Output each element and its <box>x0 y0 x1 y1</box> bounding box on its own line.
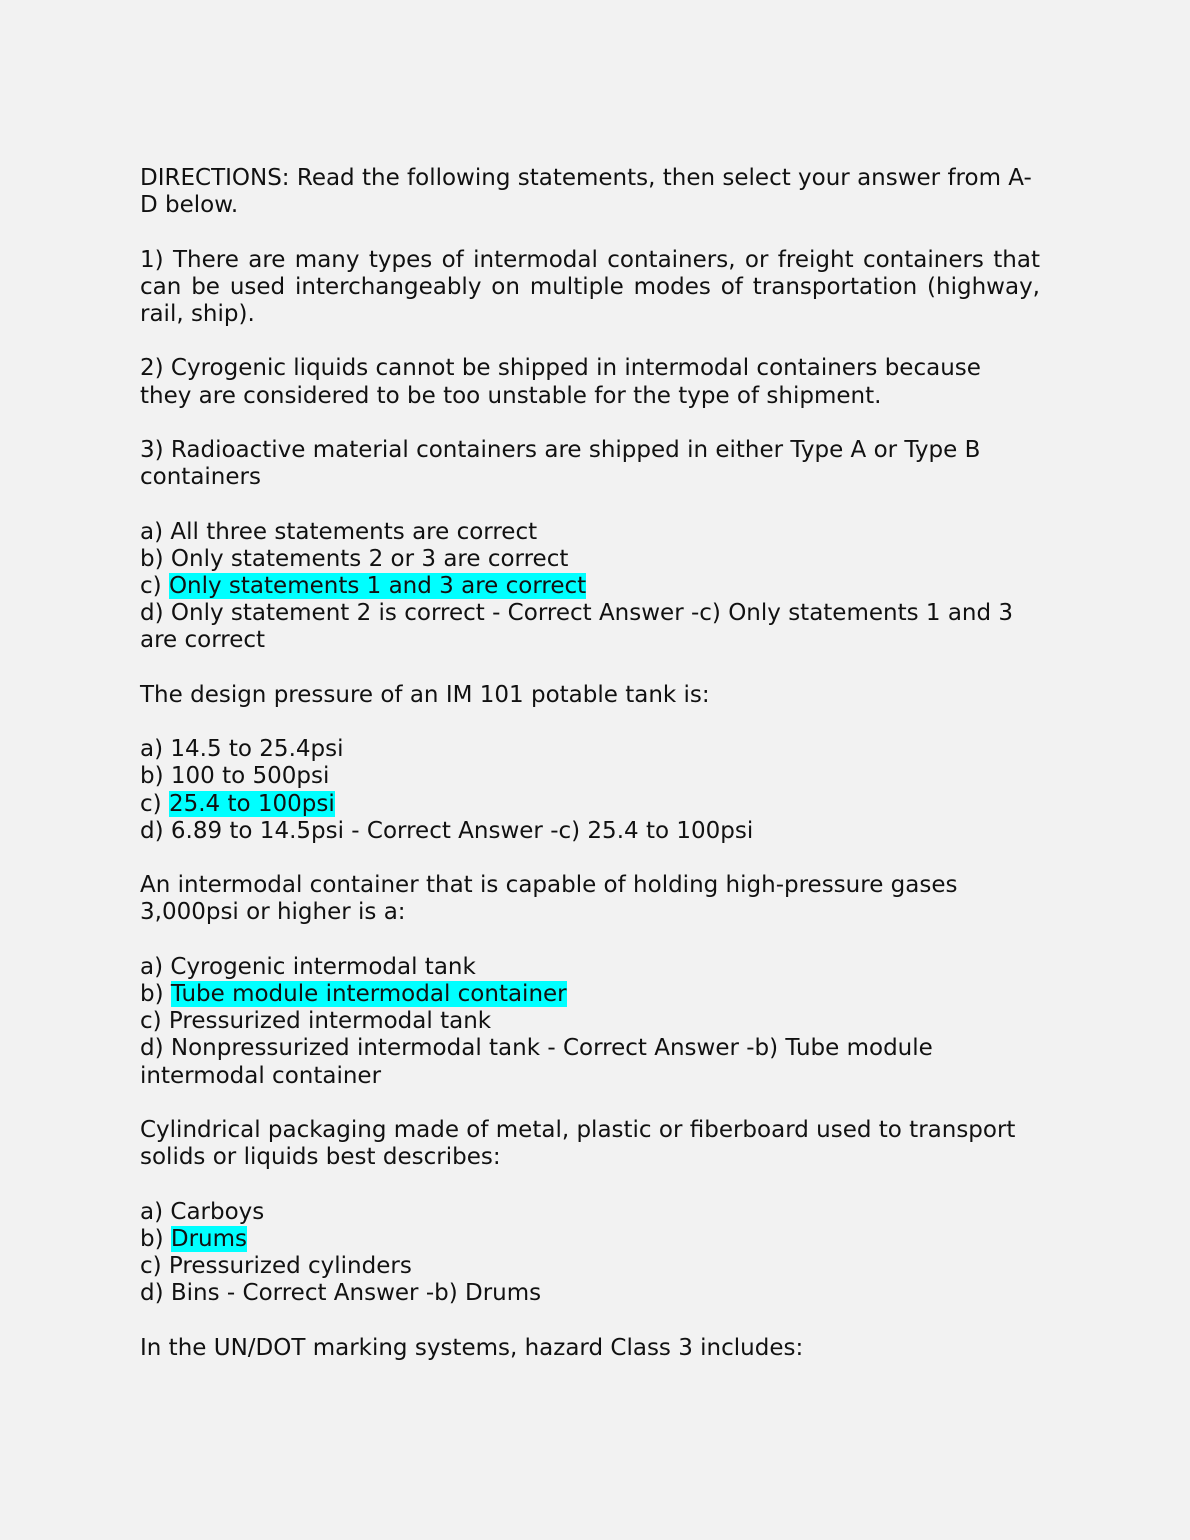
statement-1-text: 1) There are many types of intermodal containers, or freight containers that can be used interchangeably on multiple modes of transportation (highway, rail, ship). <box>140 246 1040 327</box>
question-1-options <box>140 519 1040 655</box>
q3-option-d-line-2: intermodal container <box>140 1062 382 1089</box>
question-2 <box>140 682 1040 709</box>
q3-option-b-prefix: b) <box>140 980 171 1007</box>
statement-1 <box>140 247 1040 329</box>
directions-line-2: D below. <box>140 192 239 219</box>
question-4-options <box>140 1199 1040 1308</box>
q2-option-c-highlight: 25.4 to 100psi <box>168 790 335 817</box>
q1-option-d-line-2: are correct <box>140 627 266 654</box>
q2-question: The design pressure of an IM 101 potable tank is: <box>140 681 710 708</box>
statement-3 <box>140 437 1040 491</box>
q1-option-b: b) Only statements 2 or 3 are correct <box>140 545 569 572</box>
q1-option-d-line-1: d) Only statement 2 is correct - Correct Answer -c) Only statements 1 and 3 <box>140 600 1014 627</box>
statement-2 <box>140 355 1040 409</box>
q2-option-c-prefix: c) <box>140 790 169 817</box>
q2-option-a: a) 14.5 to 25.4psi <box>140 736 344 763</box>
question-3-options <box>140 954 1040 1090</box>
q4-option-b <box>140 1226 1040 1253</box>
q4-question-line-1: Cylindrical packaging made of metal, plastic or fiberboard used to transport <box>140 1116 1016 1143</box>
question-3 <box>140 872 1040 926</box>
q3-option-d-line-1: d) Nonpressurized intermodal tank - Correct Answer -b) Tube module <box>140 1035 933 1062</box>
q3-option-a: a) Cyrogenic intermodal tank <box>140 953 476 980</box>
q3-question-line-2: 3,000psi or higher is a: <box>140 899 406 926</box>
q1-option-c-prefix: c) <box>140 572 169 599</box>
question-4 <box>140 1117 1040 1171</box>
statement-2-line-2: they are considered to be too unstable for the type of shipment. <box>140 382 882 409</box>
directions-line-1: DIRECTIONS: Read the following statements, then select your answer from A- <box>140 165 1032 191</box>
statement-3-line-2: containers <box>140 464 261 491</box>
statement-3-line-1: 3) Radioactive material containers are shipped in either Type A or Type B <box>140 436 981 463</box>
q4-option-b-prefix: b) <box>140 1225 171 1252</box>
q3-option-b-highlight: Tube module intermodal container <box>170 980 567 1007</box>
q5-question: In the UN/DOT marking systems, hazard Class 3 includes: <box>140 1334 804 1361</box>
directions-paragraph <box>140 165 1040 219</box>
q1-option-c <box>140 573 1040 600</box>
q1-option-c-highlight: Only statements 1 and 3 are correct <box>168 572 587 599</box>
question-2-options <box>140 736 1040 845</box>
q4-option-a: a) Carboys <box>140 1198 265 1225</box>
q3-option-c: c) Pressurized intermodal tank <box>140 1008 492 1035</box>
q2-option-d: d) 6.89 to 14.5psi - Correct Answer -c) 25.4 to 100psi <box>140 817 754 844</box>
q2-option-b: b) 100 to 500psi <box>140 763 330 790</box>
document-body <box>140 165 1040 1389</box>
q4-option-b-highlight: Drums <box>170 1225 248 1252</box>
statement-2-line-1: 2) Cyrogenic liquids cannot be shipped in intermodal containers because <box>140 355 981 382</box>
q3-option-b <box>140 981 1040 1008</box>
question-5 <box>140 1335 1040 1362</box>
q4-option-d: d) Bins - Correct Answer -b) Drums <box>140 1280 542 1307</box>
q1-option-a: a) All three statements are correct <box>140 518 538 545</box>
q4-option-c: c) Pressurized cylinders <box>140 1252 412 1279</box>
q3-question-line-1: An intermodal container that is capable of holding high-pressure gases <box>140 872 958 899</box>
q2-option-c <box>140 791 1040 818</box>
q4-question-line-2: solids or liquids best describes: <box>140 1144 501 1171</box>
